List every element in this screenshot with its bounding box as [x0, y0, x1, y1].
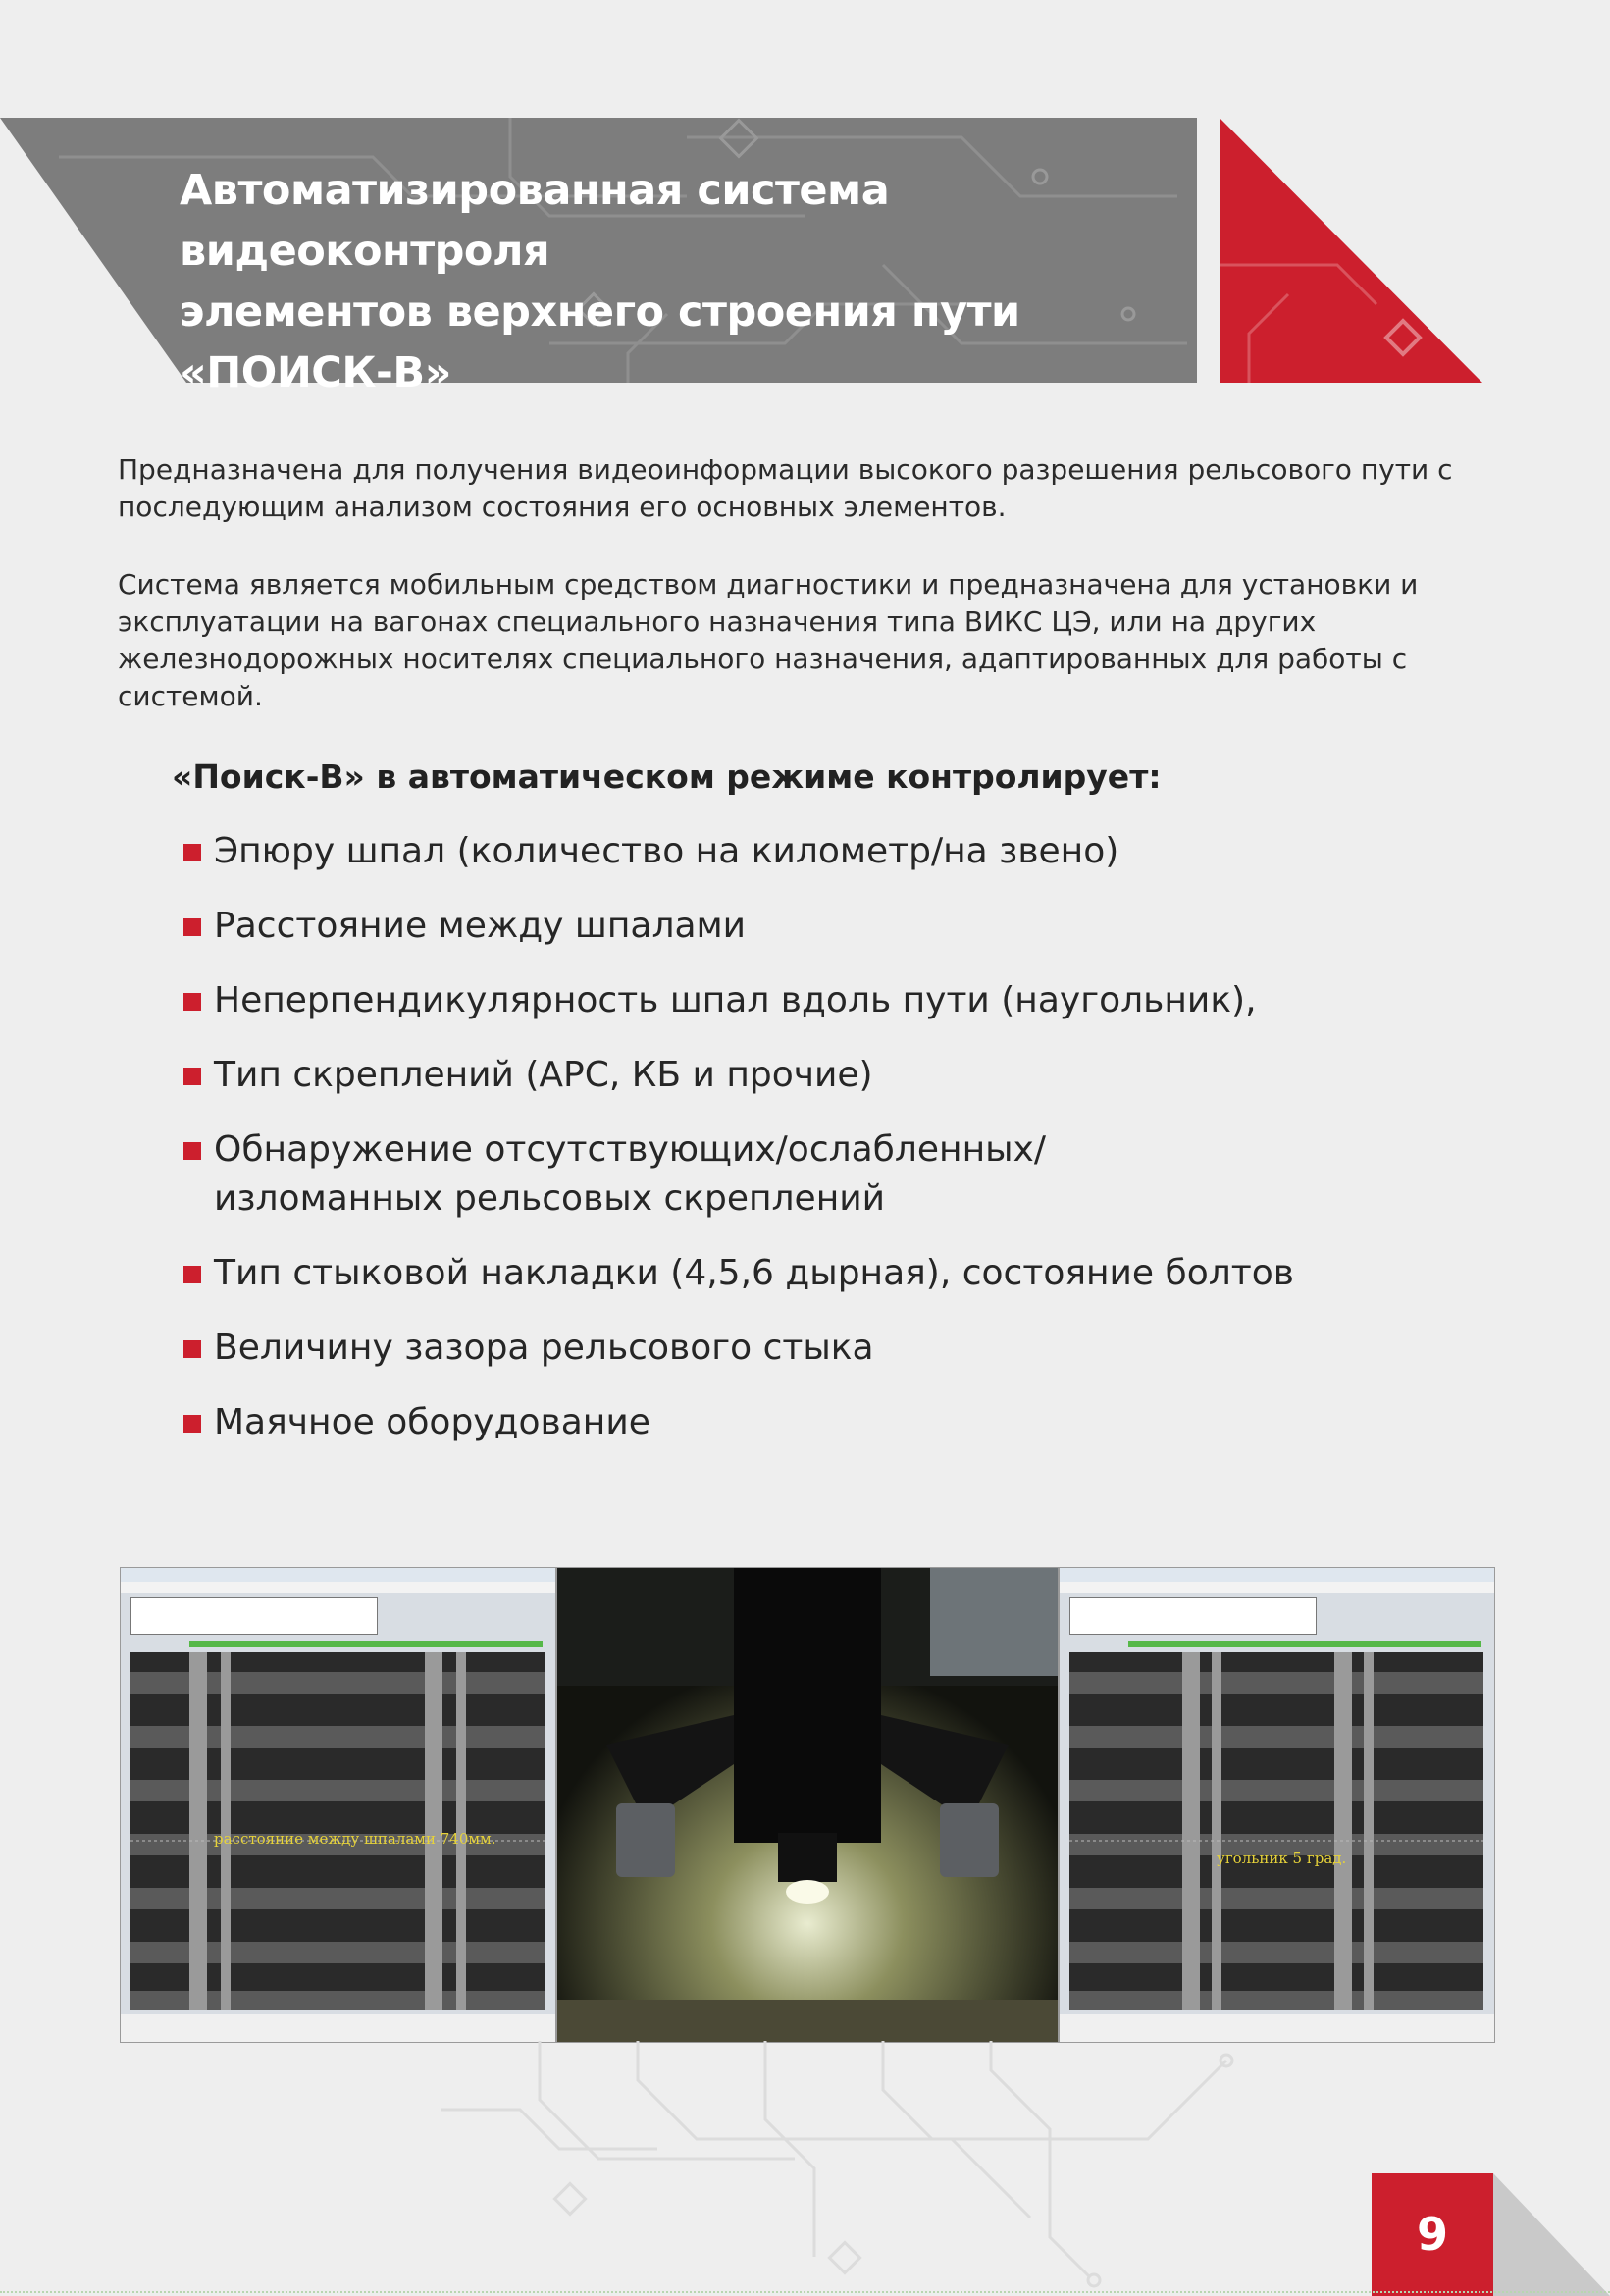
title-line-3: «ПОИСК-В»: [180, 348, 451, 397]
circuit-decoration: [441, 2041, 1324, 2296]
red-corner-triangle: [1220, 118, 1482, 383]
page-edge-divider: [0, 2291, 1610, 2293]
list-item: [182, 1398, 1457, 1447]
list-item-text: Тип стыковой накладки (4,5,6 дырная), состояние болтов: [214, 1253, 1294, 1293]
list-item-text: Неперпендикулярность шпал вдоль пути (наугольник),: [214, 980, 1257, 1020]
software-screenshot-left: [120, 1567, 556, 2043]
bullet-square-icon: [183, 1340, 201, 1358]
list-item: [182, 827, 1457, 876]
window-statusbar: [1060, 2014, 1494, 2042]
page-number: 9: [1416, 2208, 1448, 2261]
window-statusbar: [121, 2014, 555, 2042]
control-list-heading: «Поиск-В» в автоматическом режиме контролирует:: [172, 757, 1162, 796]
list-item: [182, 902, 1457, 951]
list-item-text: Тип скреплений (АРС, КБ и прочие): [214, 1055, 873, 1095]
list-item-text: Эпюру шпал (количество на километр/на звено): [214, 831, 1119, 871]
bullet-square-icon: [183, 918, 201, 936]
window-progress-bar: [1128, 1641, 1481, 1647]
list-item-text: Величину зазора рельсового стыка: [214, 1328, 874, 1368]
list-item: [182, 1051, 1457, 1100]
camera-unit-photo: [556, 1567, 1059, 2043]
track-image: [1069, 1652, 1483, 2010]
list-item: [182, 1324, 1457, 1373]
bullet-square-icon: [183, 1266, 201, 1283]
bullet-square-icon: [183, 844, 201, 861]
bullet-square-icon: [183, 1142, 201, 1160]
page-title: [180, 160, 1180, 403]
window-menubar: [1060, 1582, 1494, 1593]
angle-overlay-label: угольник 5 град.: [1217, 1850, 1347, 1867]
window-titlebar: [121, 1568, 555, 1583]
software-screenshot-right: [1059, 1567, 1495, 2043]
intro-paragraph-1: Предназначена для получения видеоинформации высокого разрешения рельсового пути с последующим анализом состояния его основных элементов.: [118, 453, 1453, 523]
list-item-text: Маячное оборудование: [214, 1402, 650, 1442]
window-progress-bar: [189, 1641, 543, 1647]
window-menubar: [121, 1582, 555, 1593]
list-item: [182, 1125, 1234, 1224]
window-info-panel: [1069, 1597, 1317, 1635]
page-corner-triangle: [1493, 2173, 1610, 2296]
window-titlebar: [1060, 1568, 1494, 1583]
bullet-square-icon: [183, 1068, 201, 1085]
list-item: [182, 976, 1457, 1025]
control-list: [182, 827, 1457, 1473]
intro-paragraph-2: Система является мобильным средством диагностики и предназначена для установки и эксплуатации на вагонах специального назначения типа ВИКС ЦЭ, или на других железнодорожных носителях специального назначения, адаптированных для работы с системой.: [118, 568, 1419, 712]
distance-overlay-label: расстояние между шпалами 740мм.: [214, 1830, 496, 1848]
bullet-square-icon: [183, 1415, 201, 1433]
title-line-1: Автоматизированная система видеоконтроля: [180, 166, 890, 276]
window-info-panel: [130, 1597, 378, 1635]
bullet-square-icon: [183, 993, 201, 1011]
title-line-2: элементов верхнего строения пути: [180, 287, 1020, 337]
list-item-text: Расстояние между шпалами: [214, 906, 747, 946]
list-item-text: Обнаружение отсутствующих/ослабленных/изломанных рельсовых скреплений: [214, 1129, 1046, 1219]
list-item: [182, 1249, 1457, 1298]
